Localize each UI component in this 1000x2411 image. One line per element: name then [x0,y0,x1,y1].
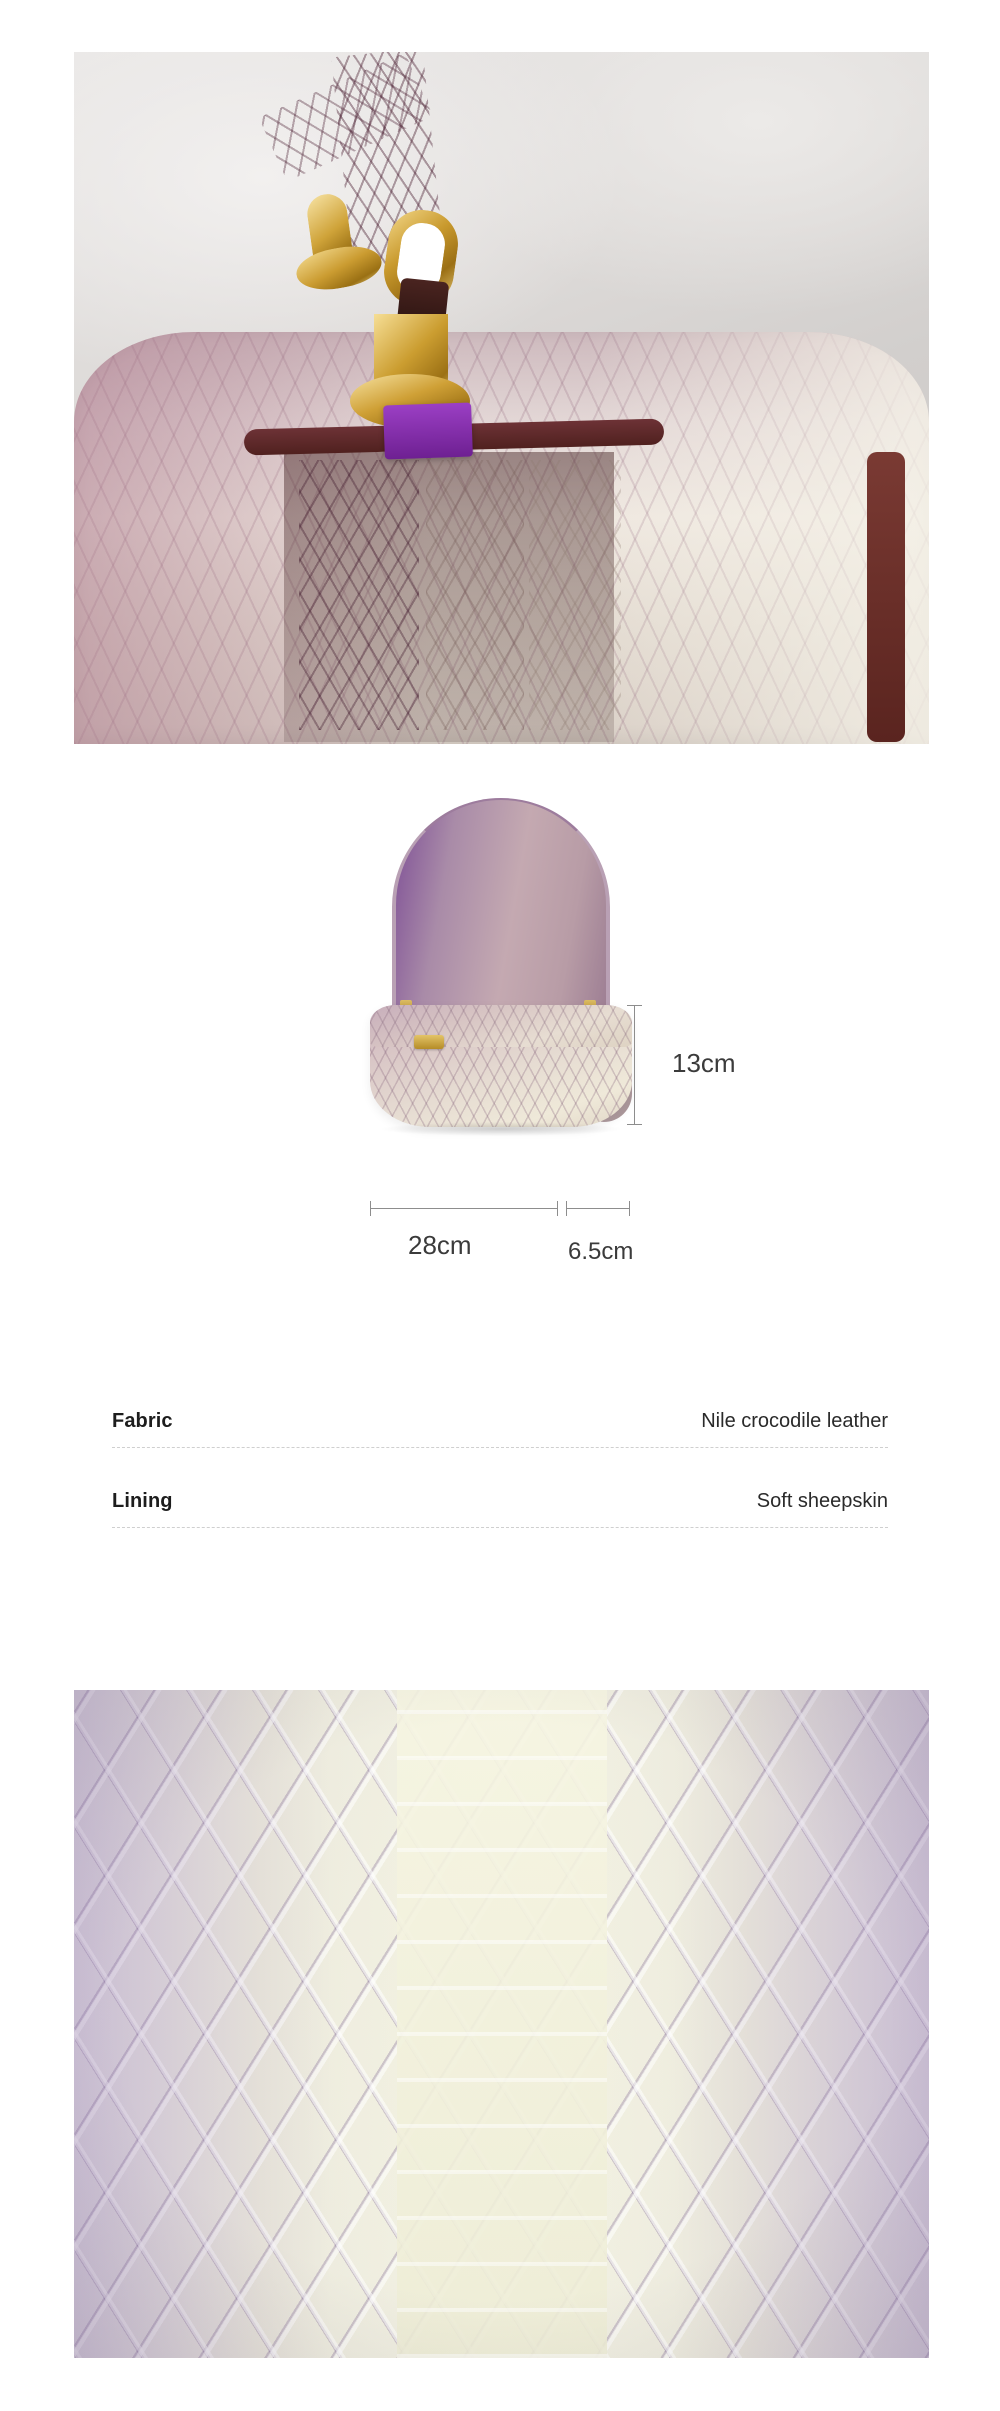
specification-table [112,1410,888,1528]
texture-vignette [74,1690,929,2358]
purple-leather-tab [383,402,473,459]
bag-silhouette-with-measurements [352,790,652,1220]
height-cap-top [627,1005,642,1006]
height-label: 13cm [672,1048,736,1078]
depth-cap-left [566,1201,567,1216]
spec-key-fabric: Fabric [112,1410,173,1432]
table-row [112,1490,888,1528]
depth-measure-line [566,1208,630,1209]
bag-body-illustration [74,332,929,744]
table-row [112,1410,888,1448]
height-cap-bottom [627,1124,642,1125]
bag-hardware-closeup-photo [74,52,929,744]
width-cap-left [370,1201,371,1216]
python-leather-texture-swatch [74,1690,929,2358]
spec-key-lining: Lining [112,1490,173,1512]
bag-drop-shadow [382,1122,620,1136]
gold-lock-icon [414,1035,444,1049]
spec-value-lining: Soft sheepskin [756,1490,888,1512]
leather-panel-pink [299,460,419,730]
depth-label: 6.5cm [568,1238,634,1265]
dimension-diagram [0,790,1000,1350]
bag-flap [370,1005,632,1047]
leather-side-trim [867,452,905,742]
shoulder-strap-gradient [396,800,606,1018]
leather-panel-cream [529,460,621,730]
leather-panel-beige [426,460,524,730]
spec-value-fabric: Nile crocodile leather [701,1410,888,1432]
height-measure-line [634,1005,635,1125]
depth-cap-right [629,1201,630,1216]
width-measure-line [370,1208,558,1209]
width-cap-right [557,1201,558,1216]
width-label: 28cm [408,1230,472,1260]
